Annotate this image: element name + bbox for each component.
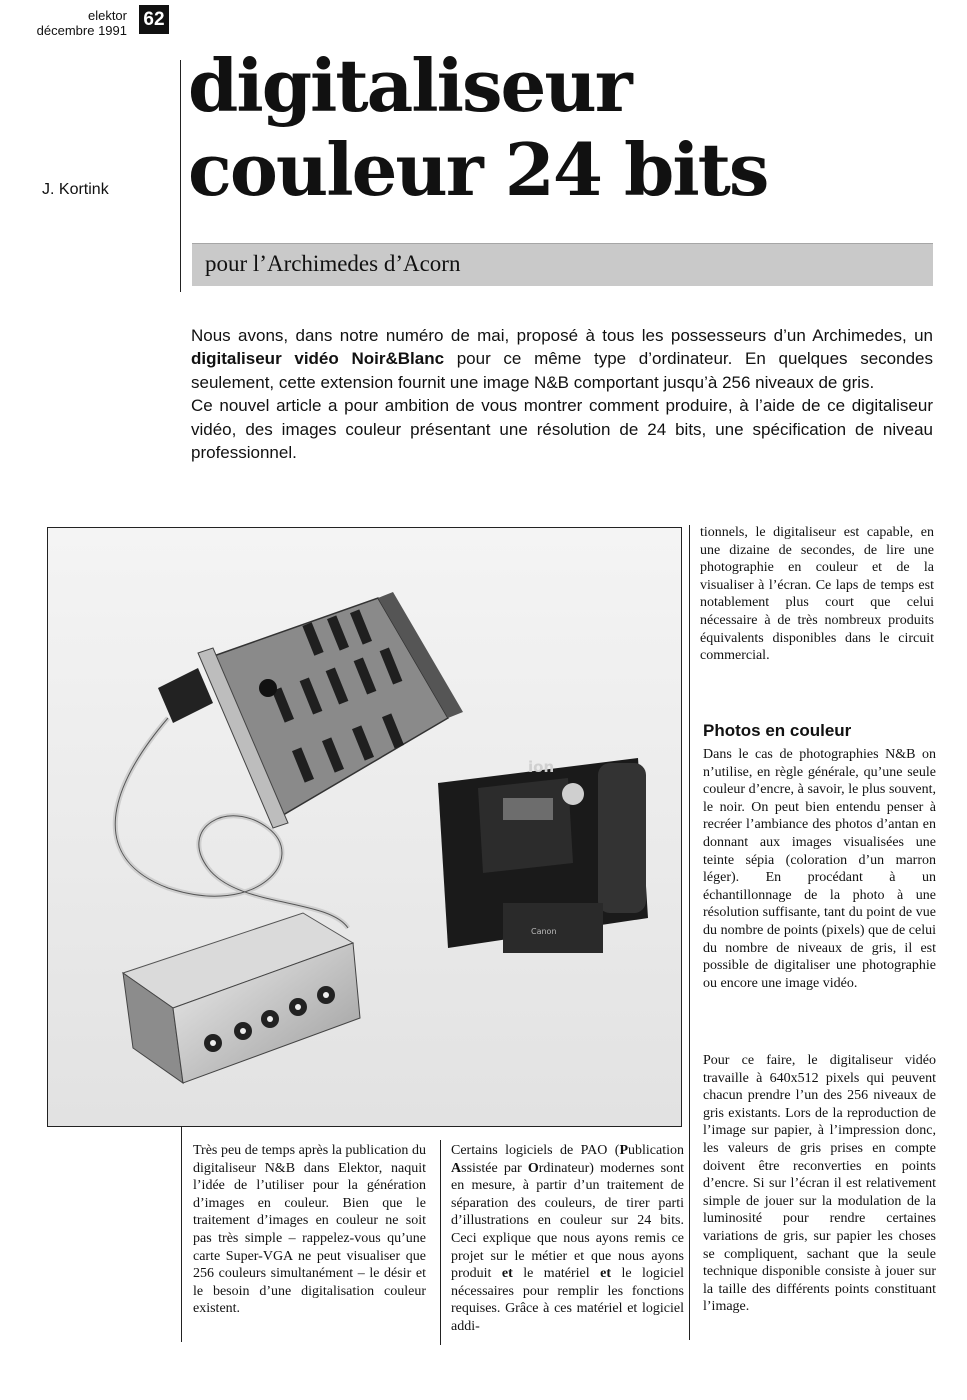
body-paragraph: Dans le cas de photographies N&B on n’utilise, en règle générale, qu’une seule couleur d’encre, à savoir, le plus souvent, le noir. On peut bien entendu penser à recréer l’ambiance des photos d’antan en donnant aux images visualisées une teinte sépia (coloration d’un marron léger). En procédant à un échantillonnage de la photo à une résolution suffisante, tant du point de vue du nombre de points (pixels) que de celui du nombre de niveaux de gris, il est possible de digitaliser une photographie ou encore une image vidéo. xyxy=(703,747,936,991)
intro-bold-text: digitaliseur vidéo Noir&Blanc xyxy=(191,349,445,369)
camera-brand-label: Canon xyxy=(531,927,557,936)
body-paragraph: tionnels, le digitaliseur est capable, en une dizaine de secondes, de lire une photographie en couleur et de la visualiser à l’écran. Ce laps de temps est notablement plus court que celui nécessaire à de très nombreux produits équivalents disponibles dans le circuit commercial. xyxy=(700,525,934,664)
intro-text: pour ce même type d’ordinateur. En quelques secondes seulement, cette extension fournit une image N&B comportant jusqu’à 256 niveaux de gris. xyxy=(191,349,933,392)
section-heading: Photos en couleur xyxy=(703,721,852,740)
body-column-3-top xyxy=(700,524,934,665)
column-rule-middle xyxy=(440,1140,441,1345)
emphasis: et xyxy=(600,1266,612,1282)
header-meta xyxy=(0,8,127,38)
body-text: ssistée par xyxy=(461,1160,528,1176)
intro-text: Nous avons, dans notre numéro de mai, proposé à tous les possesseurs d’un Archimedes, un xyxy=(191,326,933,345)
emphasis: et xyxy=(501,1266,513,1282)
acronym-letter: A xyxy=(451,1160,462,1176)
body-paragraph xyxy=(451,1142,684,1336)
camera-model-label: ion xyxy=(528,758,555,776)
body-column-3-middle xyxy=(703,746,936,992)
acronym-letter: P xyxy=(619,1143,628,1158)
intro-block xyxy=(191,324,933,464)
body-text: Certains logiciels de PAO ( xyxy=(451,1143,620,1158)
magazine-name: elektor xyxy=(87,8,127,23)
body-column-1 xyxy=(193,1142,426,1318)
body-text: le logiciel nécessaires pour remplir les fonctions requises. Grâce à ces matériel et logiciel addi- xyxy=(451,1266,685,1334)
body-column-2 xyxy=(451,1142,684,1336)
article-subtitle: pour l’Archimedes d’Acorn xyxy=(205,251,461,276)
body-paragraph: Très peu de temps après la publication du digitaliseur N&B dans Elektor, naquit l’idée de l’utiliser pour la génération d’images en couleur. Bien que le traitement d’images en couleur ne soit pas très simple – rappelez-vous qu’une carte Super-VGA ne peut visualiser que 256 couleurs simultanément – le désir et le besoin d’une digitalisation couleur existent. xyxy=(193,1143,426,1317)
article-title-line-2: couleur 24 bits xyxy=(188,127,768,212)
article-title-line-1: digitaliseur xyxy=(188,43,631,128)
intro-paragraph-1 xyxy=(191,324,933,394)
body-paragraph: Pour ce faire, le digitaliseur vidéo travaille à 640x512 pixels qui peuvent chacun prendre l’un des 256 niveaux de gris existants. Lors de la reproduction de l’image sur papier, à l’impression donc, les valeurs de gris prises en compte doivent être reconverties en points d’encre. Si sur l’écran il est relativement simple de jouer sur la modulation de la luminosité pour rendre certaines variations de gris, sur papier les choses se compliquent, sachant que la seule technique disponible consiste à jouer sur la taille des différents points constituant l’image. xyxy=(703,1053,936,1315)
issue-date: décembre 1991 xyxy=(36,23,127,38)
author: J. Kortink xyxy=(42,181,109,198)
photo-illustration xyxy=(48,528,681,1126)
column-rule-left xyxy=(181,1126,182,1342)
acronym-letter: O xyxy=(527,1160,539,1176)
intro-paragraph-2: Ce nouvel article a pour ambition de vous montrer comment produire, à l’aide de ce digitaliseur vidéo, des images couleur présentant une résolution de 24 bits, une spécification de niveau professionnel. xyxy=(191,396,933,463)
product-photo xyxy=(47,527,682,1127)
body-column-3-bottom xyxy=(703,1052,936,1316)
column-rule-right xyxy=(689,525,690,1340)
page-number-badge: 62 xyxy=(139,5,169,34)
body-text: le matériel xyxy=(512,1266,601,1282)
body-text: rdinateur) modernes sont en mesure, à partir d’un traitement de séparation des couleurs, de tirer parti d’illustrations en couleur sur 24 bits. Ceci explique que nous ayons remis ce projet sur le métier et que nous ayons produit xyxy=(451,1160,684,1282)
title-rule xyxy=(180,60,181,292)
body-text: ublication xyxy=(628,1143,684,1158)
